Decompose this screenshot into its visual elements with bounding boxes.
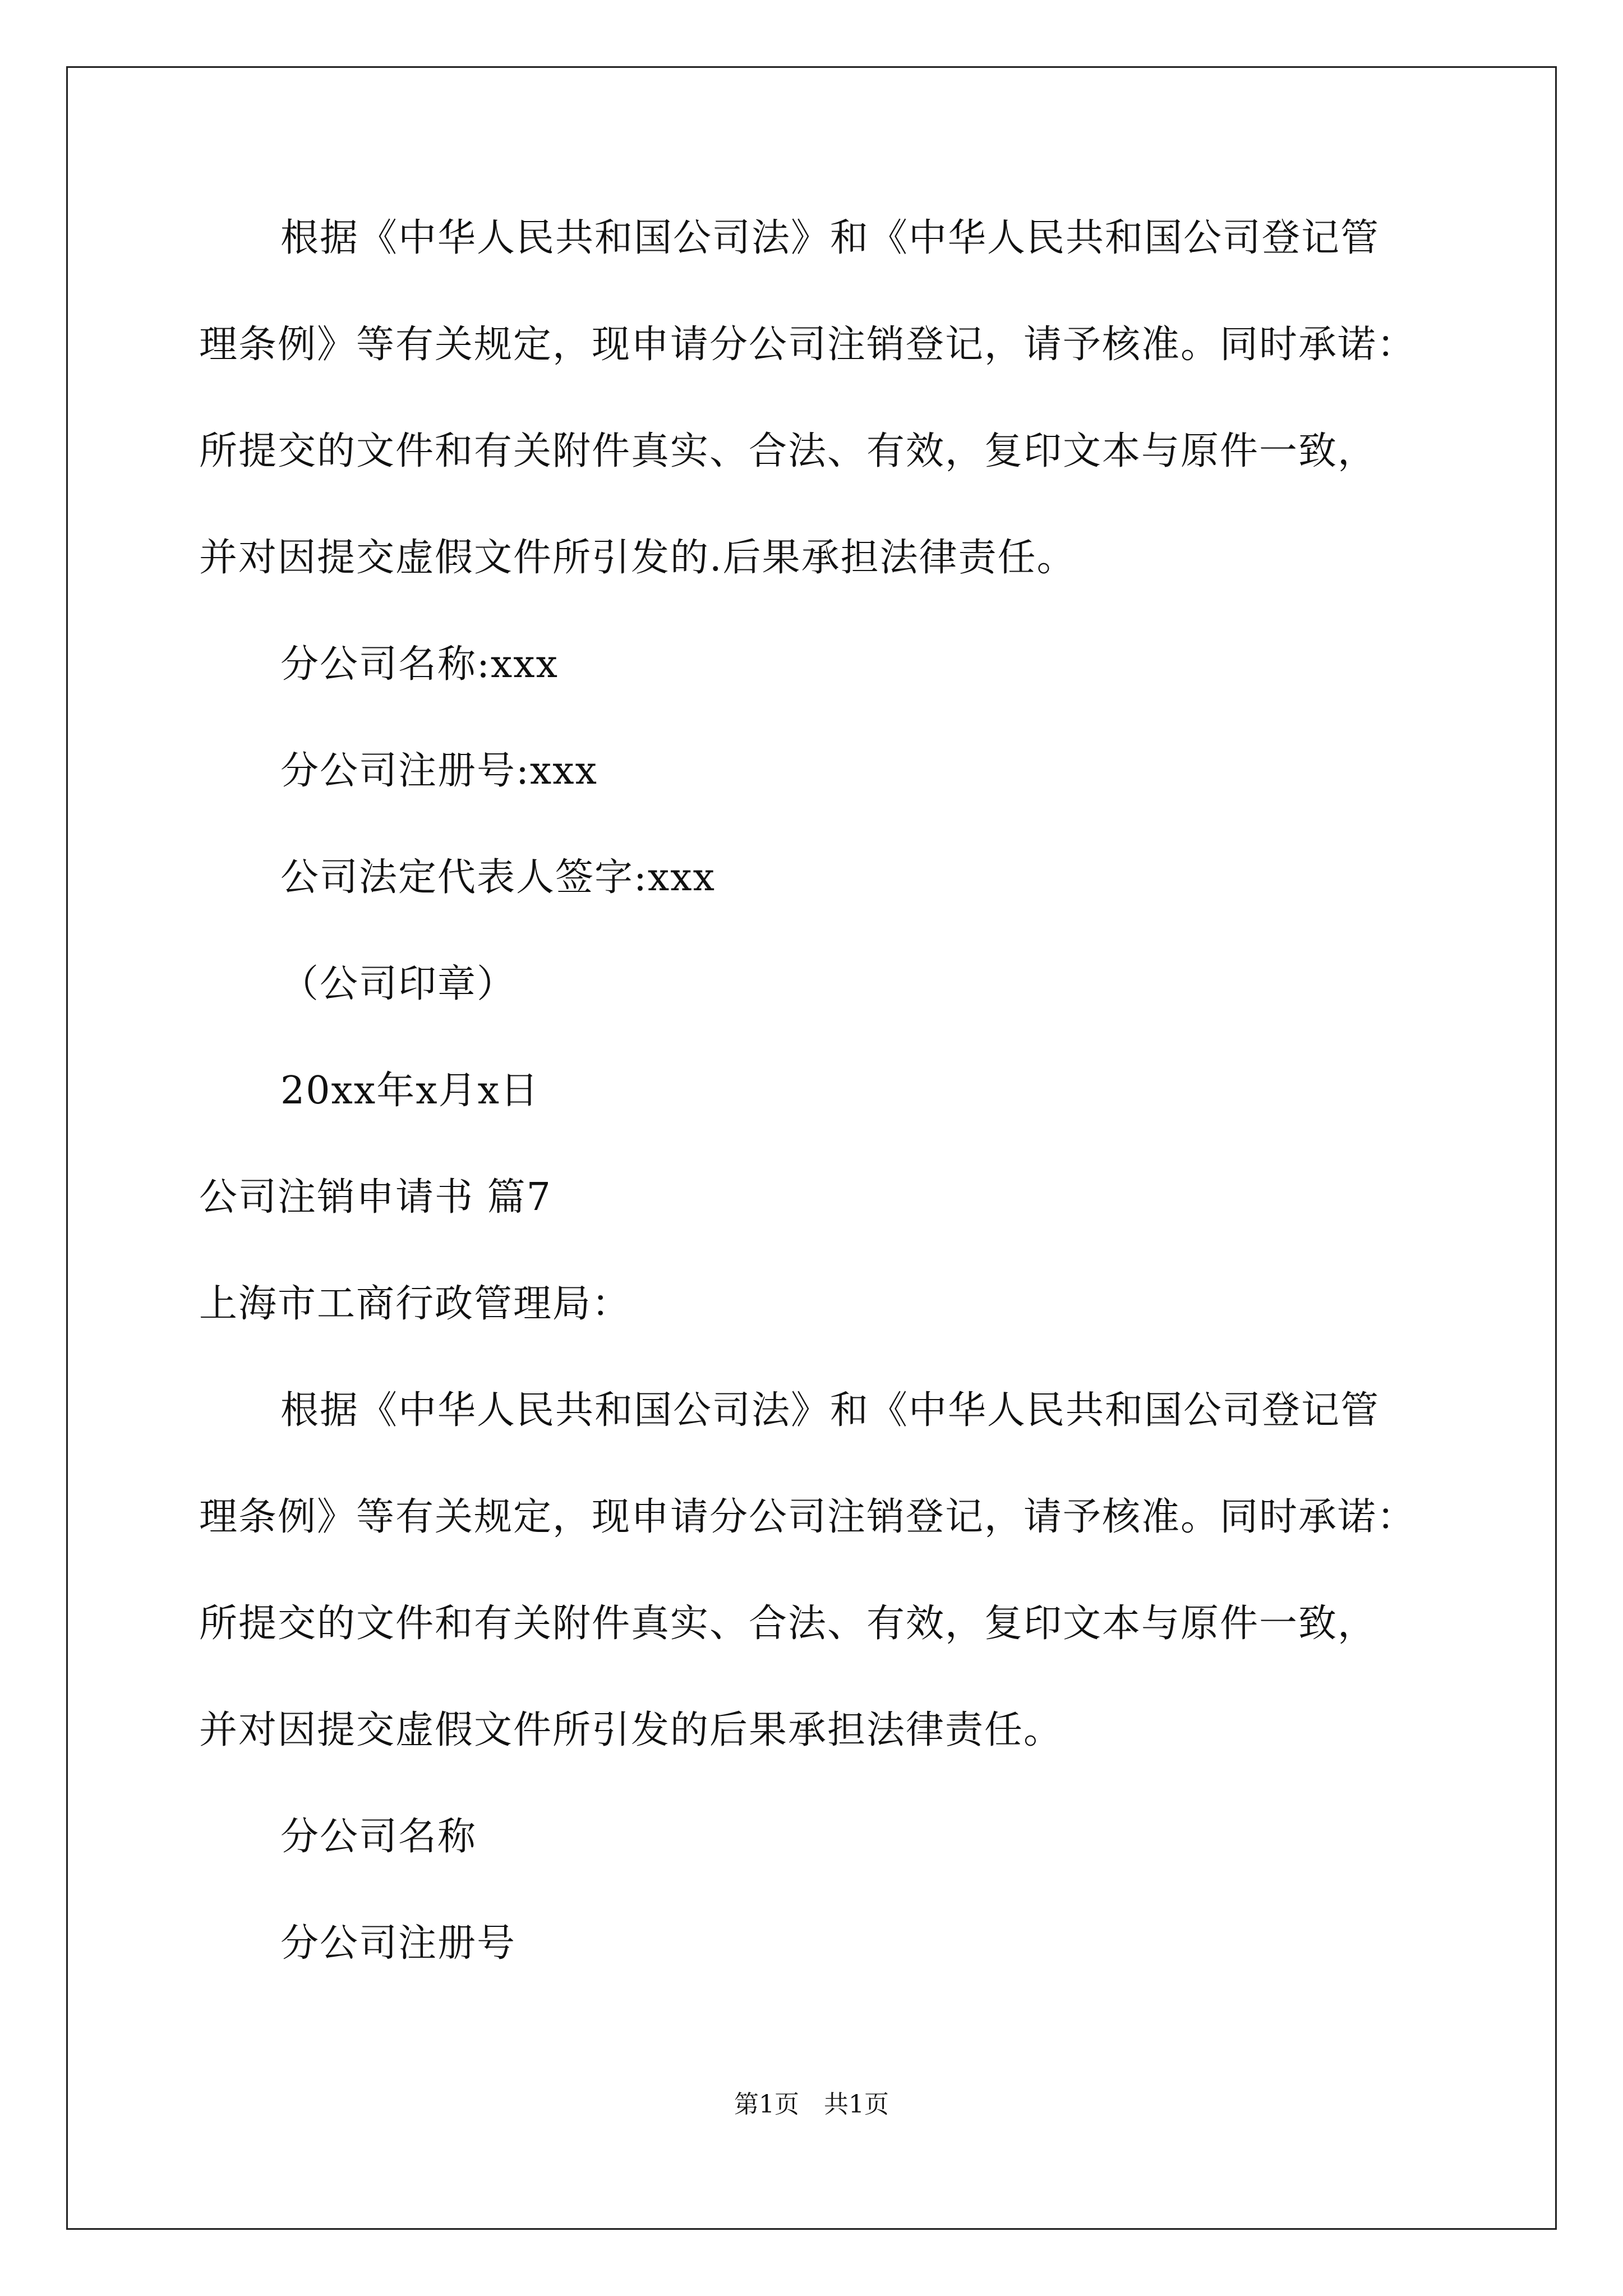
addressee: 上海市工商行政管理局：	[199, 1282, 631, 1326]
company-seal: （公司印章）	[280, 962, 517, 1006]
branch-name: 分公司名称:xxx	[280, 642, 559, 687]
paragraph2-line3: 所提交的文件和有关附件真实、合法、有效，复印文本与原件一致，	[199, 1602, 1377, 1646]
paragraph1-line3: 所提交的文件和有关附件真实、合法、有效，复印文本与原件一致，	[199, 429, 1377, 473]
page-border	[66, 66, 1557, 2230]
paragraph2-line1: 根据《中华人民共和国公司法》和《中华人民共和国公司登记管	[280, 1388, 1380, 1433]
legal-representative-signature: 公司法定代表人签字:xxx	[280, 855, 716, 900]
page-footer: 第1页 共1页	[734, 2090, 889, 2119]
branch-registration-number: 分公司注册号:xxx	[280, 749, 598, 793]
paragraph1-line2: 理条例》等有关规定，现申请分公司注销登记，请予核准。同时承诺：	[199, 323, 1417, 367]
branch-name-2: 分公司名称	[280, 1815, 477, 1859]
paragraph1-line4: 并对因提交虚假文件所引发的.后果承担法律责任。	[199, 536, 1076, 580]
paragraph2-line2: 理条例》等有关规定，现申请分公司注销登记，请予核准。同时承诺：	[199, 1495, 1417, 1539]
paragraph1-line1: 根据《中华人民共和国公司法》和《中华人民共和国公司登记管	[280, 216, 1380, 260]
section-title: 公司注销申请书 篇7	[199, 1175, 552, 1220]
branch-registration-number-2: 分公司注册号	[280, 1921, 517, 1966]
date: 20xx年x月x日	[280, 1069, 540, 1113]
paragraph2-line4: 并对因提交虚假文件所引发的后果承担法律责任。	[199, 1708, 1063, 1752]
